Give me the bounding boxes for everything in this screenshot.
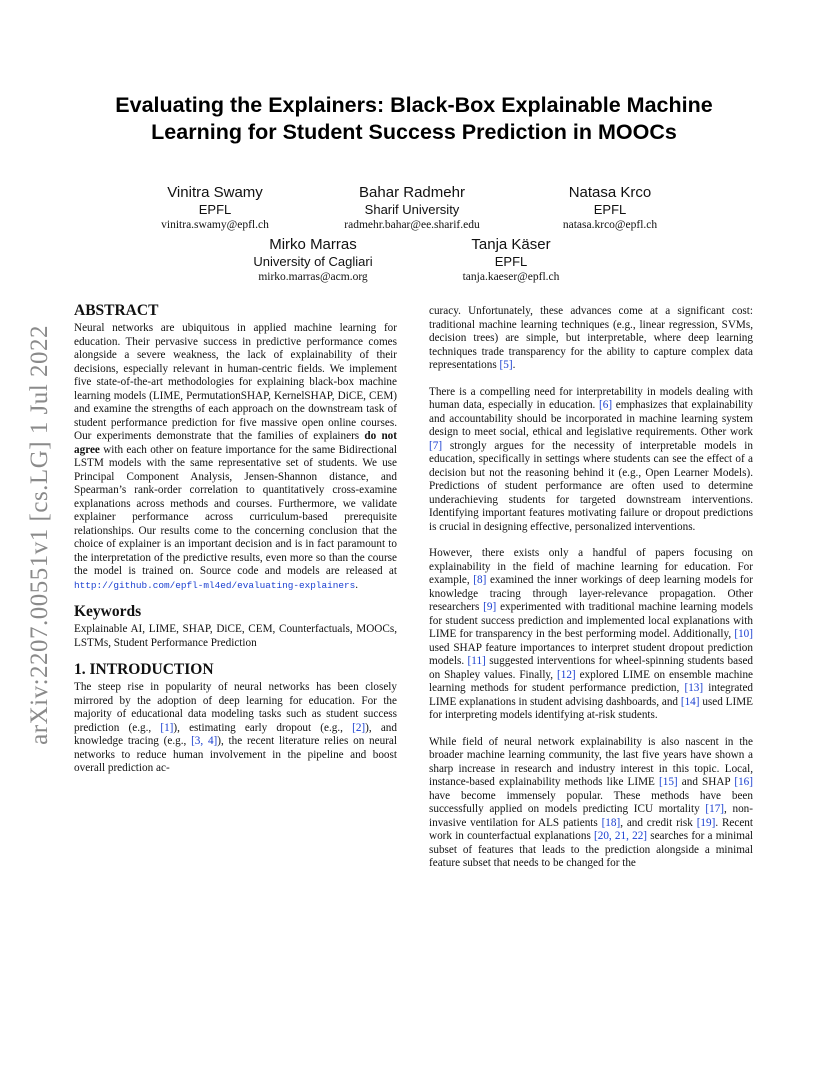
abstract-emphasis: do not agree (74, 430, 397, 456)
abstract-paragraph: Neural networks are ubiquitous in applied machine learning for education. Their pervasive success in predictive performance comes alongside a severe weakness, the lack of explainability of their decisions, especially relevant in human-centric fields. We implement five state-of-the-art methodologies for explaining black-box machine learning models (LIME, PermutationSHAP, KernelSHAP, DiCE, CEM) and examine the strengths of each approach on the downstream task of student performance prediction for five massive open online courses. Our experiments demonstrate that the families of explainers do not agree with each other on feature importance for the same Bidirectional LSTM models with the same representative set of students. We use Principal Component Analysis, Jensen-Shannon distance, and Spearman’s rank-order correlation to quantitatively cross-examine explanations across methods and courses. Furthermore, we validate explainer performance across curriculum-based prerequisite relationships. Our results come to the concerning conclusion that the choice of explainer is an important decision and is in fact paramount to the interpretation of the predictive results, even more so than the course the model is trained on. Source code and models are released at http://github.com/epfl-ml4ed/evaluating-explainers. (74, 322, 397, 591)
citation-link[interactable]: [16] (734, 776, 753, 788)
author-name: Natasa Krco (568, 184, 652, 201)
arxiv-identifier: arXiv:2207.00551v1 [cs.LG] 1 Jul 2022 (26, 325, 53, 745)
citation-link[interactable]: [15] (659, 776, 678, 788)
citation-link[interactable]: [7] (429, 439, 443, 452)
abstract-heading: ABSTRACT (74, 302, 159, 319)
citation-link[interactable]: [10] (734, 628, 753, 640)
citation-link[interactable]: [2] (352, 721, 366, 734)
citation-link[interactable]: [19] (696, 816, 716, 829)
body-paragraph: However, there exists only a handful of papers focusing on explainability in the field of machine learning for education. For example, [8] examined the inner workings of deep learning models for knowledge tracing through layer-relevance propagation. Other researchers [9] experimented with traditional machine learning models for student success prediction and implemented local explanations with LIME for transparency in the best performing model. Additionally, [10] used SHAP feature importances to interpret student dropout prediction models. [11] suggested interventions for wheel-spinning students based on Shapley values. Finally, [12] explored LIME on ensemble machine learning methods for student performance prediction, [13] integrated LIME explanations in student advising dashboards, and [14] used LIME for interpreting models identifying at-risk students. (429, 547, 753, 721)
author-affiliation: Sharif University (364, 202, 460, 217)
citation-link[interactable]: [11] (467, 655, 486, 667)
source-code-link[interactable]: http://github.com/epfl-ml4ed/evaluating-explainers (74, 579, 356, 591)
author-email: vinitra.swamy@epfl.ch (161, 219, 269, 231)
author-block (391, 236, 631, 286)
left-column (74, 302, 397, 776)
citation-link[interactable]: [20, 21, 22] (594, 830, 648, 842)
citation-link[interactable]: [5] (499, 359, 513, 371)
author-name: Mirko Marras (269, 236, 357, 253)
author-affiliation: EPFL (494, 254, 528, 269)
citation-link[interactable]: [6] (599, 399, 613, 411)
keywords-heading: Keywords (74, 603, 142, 620)
author-affiliation: EPFL (593, 202, 627, 217)
keywords-text: Explainable AI, LIME, SHAP, DiCE, CEM, Counterfactuals, MOOCs, LSTMs, Student Performance Prediction (74, 623, 397, 649)
author-email: radmehr.bahar@ee.sharif.edu (344, 219, 480, 231)
citation-link[interactable]: [9] (483, 601, 497, 613)
citation-link[interactable]: [12] (557, 668, 576, 681)
body-paragraph: curacy. Unfortunately, these advances come at a significant cost: traditional machine learning techniques (e.g., linear regression, SVMs, decision trees) are simple, but interpretable, where deep learning techniques trade transparency for the ability to capture complex data representations [5]. (429, 305, 753, 371)
author-email: tanja.kaeser@epfl.ch (462, 271, 560, 283)
citation-link[interactable]: [1] (160, 721, 174, 734)
author-email: mirko.marras@acm.org (258, 271, 368, 283)
citation-link[interactable]: [3, 4] (191, 735, 218, 747)
author-name: Vinitra Swamy (167, 184, 263, 201)
citation-link[interactable]: [17] (705, 803, 725, 815)
arxiv-sidebar-stamp (20, 300, 60, 770)
paper-title (60, 92, 768, 146)
citation-link[interactable]: [14] (680, 695, 700, 708)
introduction-heading: 1. INTRODUCTION (74, 661, 214, 678)
title-line-1: Evaluating the Explainers: Black-Box Explainable Machine (115, 93, 713, 117)
right-column (429, 305, 753, 871)
author-name: Bahar Radmehr (359, 184, 465, 201)
introduction-paragraph: The steep rise in popularity of neural networks has been closely mirrored by the adoption of deep learning for education. For the majority of educational data modeling tasks such as student success prediction (e.g., [1]), estimating early dropout (e.g., [2]), and knowledge tracing (e.g., [3, 4]), the recent literature relies on neural networks to reduce human involvement in the pipeline and boost overall prediction ac- (74, 681, 398, 774)
author-affiliation: University of Cagliari (253, 254, 373, 269)
citation-link[interactable]: [8] (473, 574, 487, 586)
body-paragraph: There is a compelling need for interpretability in models dealing with human data, especially in education. [6] emphasizes that explainability and accountability should be incorporated in machine learning system design to meet social, ethical and legislative requirements. Other work [7] strongly argues for the necessity of interpretable models in education, specifically in settings where students can see the effect of a decision but not the reasoning behind it (e.g., Open Learner Models). Predictions of student performance are often used to determine underachieving students for targeted downstream interventions. Identifying important features motivating failure or dropout predictions is crucial in designing effective, personalized interventions. (429, 385, 753, 533)
author-affiliation: EPFL (198, 202, 232, 217)
citation-link[interactable]: [18] (601, 816, 621, 829)
author-email: natasa.krco@epfl.ch (562, 219, 658, 231)
author-block (490, 184, 730, 234)
citation-link[interactable]: [13] (684, 682, 704, 694)
author-name: Tanja Käser (471, 236, 551, 253)
body-paragraph: While field of neural network explainability is also nascent in the broader machine learning community, the last five years have shown a sharp increase in research and industry interest in this topic. Local, instance-based explainability methods like LIME [15] and SHAP [16] have become immensely popular. These methods have been successfully applied on models predicting ICU mortality [17], non-invasive ventilation for ALS patients [18], and credit risk [19]. Recent work in counterfactual explanations [20, 21, 22] searches for a minimal subset of features that leads to the prediction alongside a minimal feature subset that needs to be changed for the (429, 735, 754, 869)
title-line-2: Learning for Student Success Prediction in MOOCs (151, 120, 677, 144)
